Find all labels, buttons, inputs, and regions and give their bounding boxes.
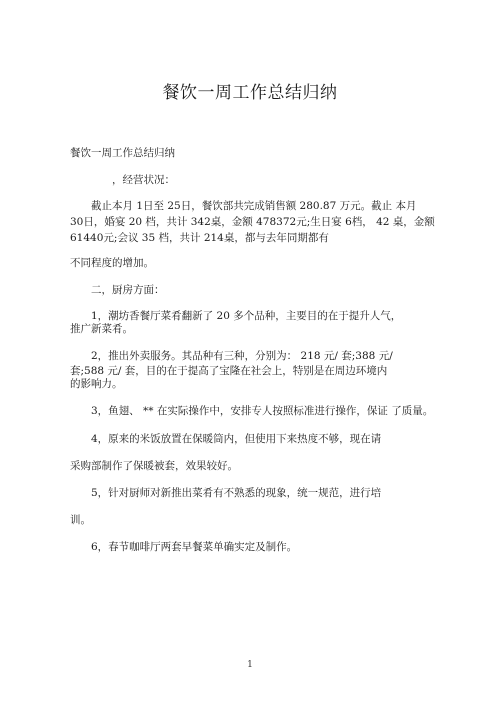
section-heading-business: ，经营状况： <box>112 174 175 186</box>
list-item-line: 套;588 元/ 套，目的在于提高了宝隆在社会上，特别是在周边环境内 <box>70 365 388 377</box>
page-number: 1 <box>247 660 253 670</box>
section-heading-kitchen: 二，厨房方面： <box>91 284 165 296</box>
paragraph-line: 30日，婚宴 20 档，共计 342桌，金额 478372元;生日宴 6档， 42 桌，金额 <box>70 216 435 228</box>
list-item-line: 采购部制作了保暖被套，效果较好。 <box>70 460 238 472</box>
list-item-line: 的影响力。 <box>70 378 123 390</box>
list-item-line: 1，潮坊香餐厅菜肴翻新了 20 多个品种，主要目的在于提升人气， <box>91 310 402 322</box>
list-item-line: 3，鱼翅、 ** 在实际操作中，安排专人按照标准进行操作，保证 了质量。 <box>91 405 434 417</box>
list-item-line: 4，原来的米饭放置在保暖筒内，但使用下来热度不够，现在请 <box>91 433 382 445</box>
document-title: 餐饮一周工作总结归纳 <box>162 83 338 103</box>
paragraph-line: 61440元;会议 35 档，共计 214桌，都与去年同期都有 <box>70 232 329 244</box>
list-item-line: 训。 <box>70 514 91 526</box>
paragraph-line: 截止本月 1日至 25日，餐饮部共完成销售额 280.87 万元。截止 本月 <box>91 200 417 212</box>
list-item-line: 推广新菜肴。 <box>70 323 133 335</box>
list-item-line: 2，推出外卖服务。其品种有三种，分别为： 218 元/ 套;388 元/ <box>91 350 393 362</box>
list-item-line: 6，春节咖啡厅两套早餐菜单确实定及制作。 <box>91 541 298 553</box>
paragraph-line: 不同程度的增加。 <box>70 257 154 269</box>
list-item-line: 5，针对厨师对新推出菜肴有不熟悉的现象，统一规范，进行培 <box>91 487 382 499</box>
document-subtitle: 餐饮一周工作总结归纳 <box>70 147 175 159</box>
